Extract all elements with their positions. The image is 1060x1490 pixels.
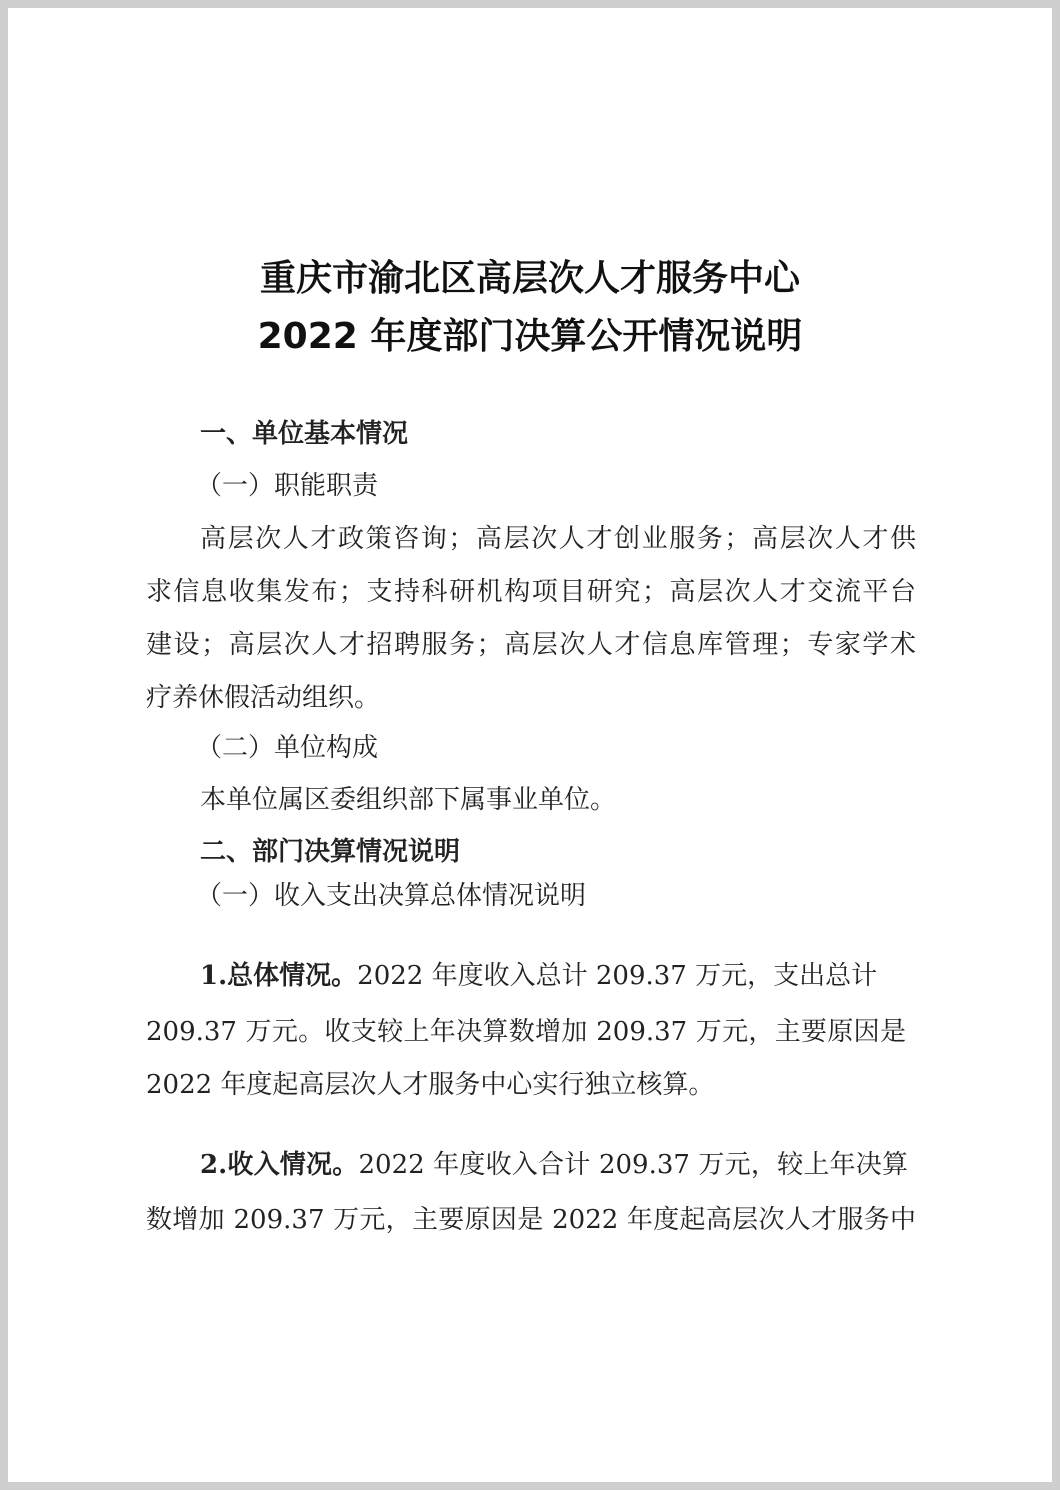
paragraph-line: 2022 年度起高层次人才服务中心实行独立核算。 (146, 1070, 715, 1100)
section1-sub2-heading: （二）单位构成 (196, 733, 379, 763)
paragraph-line: 数增加 209.37 万元，主要原因是 2022 年度起高层次人才服务中 (146, 1205, 916, 1235)
p1-label: 1.总体情况。 (200, 961, 358, 991)
section1-sub2-text: 本单位属区委组织部下属事业单位。 (200, 785, 617, 815)
paragraph-line: 求信息收集发布；支持科研机构项目研究；高层次人才交流平台 (146, 577, 916, 607)
paragraph-line: 209.37 万元。收支较上年决算数增加 209.37 万元，主要原因是 (146, 1017, 906, 1047)
section2-sub1-heading: （一）收入支出决算总体情况说明 (196, 881, 587, 911)
document-title-line2: 2022 年度部门决算公开情况说明 (257, 316, 803, 357)
document-page (8, 8, 1052, 1482)
section1-sub1-heading: （一）职能职责 (196, 471, 379, 501)
section1-heading: 一、单位基本情况 (200, 419, 409, 449)
paragraph-line (200, 959, 876, 993)
section2-heading: 二、部门决算情况说明 (200, 837, 461, 867)
paragraph-line: 建设；高层次人才招聘服务；高层次人才信息库管理；专家学术 (146, 630, 916, 660)
document-title-line1: 重庆市渝北区高层次人才服务中心 (259, 258, 800, 299)
paragraph-line: 疗养休假活动组织。 (146, 683, 381, 713)
p1-first-line: 2022 年度收入总计 209.37 万元，支出总计 (357, 961, 878, 991)
paragraph-line: 高层次人才政策咨询；高层次人才创业服务；高层次人才供 (200, 524, 916, 554)
p2-first-line: 2022 年度收入合计 209.37 万元，较上年决算 (358, 1150, 908, 1180)
paragraph-line (200, 1148, 908, 1182)
p2-label: 2.收入情况。 (200, 1150, 359, 1180)
